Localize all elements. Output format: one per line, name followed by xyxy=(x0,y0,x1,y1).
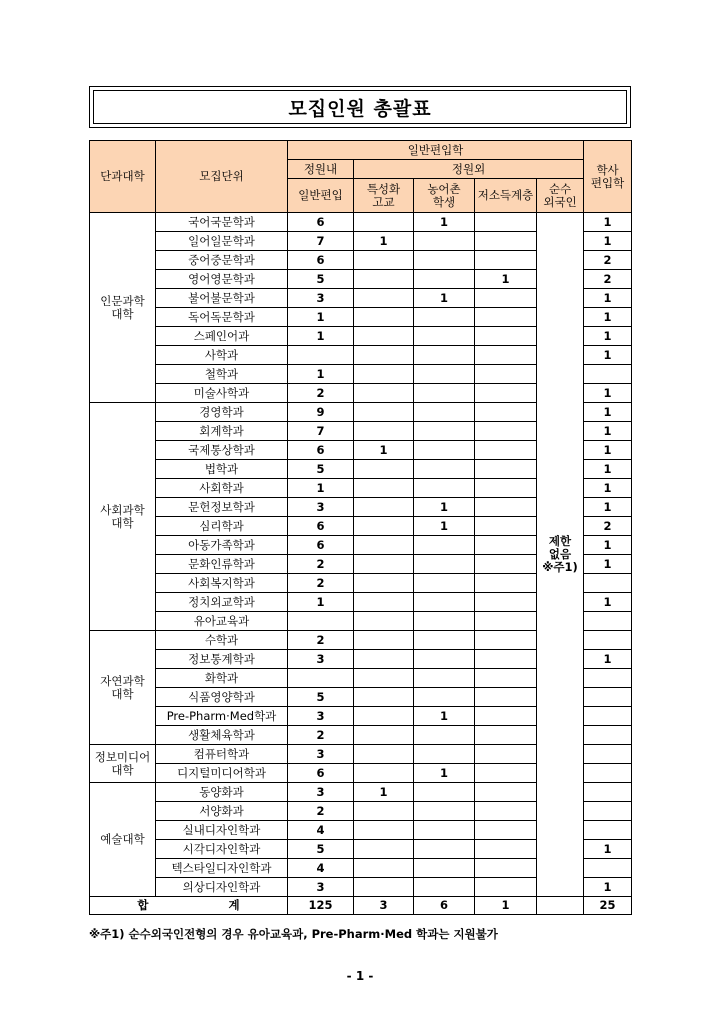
special-high-count-cell xyxy=(354,821,414,840)
low-income-count-cell xyxy=(475,422,537,441)
low-income-count-cell xyxy=(475,498,537,517)
low-income-count-cell: 1 xyxy=(475,270,537,289)
low-income-count-cell xyxy=(475,460,537,479)
college-name-line1: 인문과학 xyxy=(100,293,145,308)
header-general: 일반편입 xyxy=(288,179,354,213)
bachelor-count-cell xyxy=(584,631,632,650)
bachelor-count-cell: 1 xyxy=(584,593,632,612)
college-cell xyxy=(90,745,156,783)
unit-name-cell: 경영학과 xyxy=(156,403,288,422)
rural-count-cell xyxy=(414,783,475,802)
general-count-cell: 3 xyxy=(288,498,354,517)
bachelor-count-cell xyxy=(584,669,632,688)
header-special-high-l1: 특성화 xyxy=(366,181,401,196)
header-special-high-l2: 고교 xyxy=(372,194,395,209)
total-rural: 6 xyxy=(414,897,475,915)
rural-count-cell xyxy=(414,612,475,631)
bachelor-count-cell xyxy=(584,745,632,764)
low-income-count-cell xyxy=(475,365,537,384)
unit-name-cell: 중어중문학과 xyxy=(156,251,288,270)
bachelor-count-cell: 1 xyxy=(584,441,632,460)
unit-name-cell: 생활체육학과 xyxy=(156,726,288,745)
college-cell xyxy=(90,213,156,403)
general-count-cell: 4 xyxy=(288,821,354,840)
header-foreign-l2: 외국인 xyxy=(543,194,577,209)
special-high-count-cell xyxy=(354,555,414,574)
header-rural xyxy=(414,179,475,213)
header-bachelor-l1: 학사 xyxy=(596,162,619,177)
low-income-count-cell xyxy=(475,346,537,365)
rural-count-cell xyxy=(414,688,475,707)
low-income-count-cell xyxy=(475,821,537,840)
bachelor-count-cell xyxy=(584,688,632,707)
rural-count-cell xyxy=(414,669,475,688)
college-name-line1: 사회과학 xyxy=(100,502,145,517)
header-college: 단과대학 xyxy=(90,141,156,213)
bachelor-count-cell: 1 xyxy=(584,650,632,669)
rural-count-cell xyxy=(414,346,475,365)
low-income-count-cell xyxy=(475,232,537,251)
rural-count-cell xyxy=(414,821,475,840)
special-high-count-cell xyxy=(354,688,414,707)
header-rural-l2: 학생 xyxy=(432,194,456,209)
total-special-high: 3 xyxy=(354,897,414,915)
bachelor-count-cell xyxy=(584,707,632,726)
low-income-count-cell xyxy=(475,574,537,593)
low-income-count-cell xyxy=(475,840,537,859)
bachelor-count-cell: 1 xyxy=(584,460,632,479)
bachelor-count-cell: 1 xyxy=(584,479,632,498)
low-income-count-cell xyxy=(475,745,537,764)
general-count-cell: 3 xyxy=(288,745,354,764)
rural-count-cell xyxy=(414,631,475,650)
rural-count-cell: 1 xyxy=(414,289,475,308)
header-special-high xyxy=(354,179,414,213)
bachelor-count-cell xyxy=(584,802,632,821)
special-high-count-cell xyxy=(354,726,414,745)
unit-name-cell: 일어일문학과 xyxy=(156,232,288,251)
general-count-cell: 6 xyxy=(288,764,354,783)
general-count-cell xyxy=(288,612,354,631)
general-count-cell: 5 xyxy=(288,270,354,289)
unit-name-cell: 불어불문학과 xyxy=(156,289,288,308)
special-high-count-cell xyxy=(354,517,414,536)
bachelor-count-cell: 1 xyxy=(584,403,632,422)
unit-name-cell: 실내디자인학과 xyxy=(156,821,288,840)
bachelor-count-cell xyxy=(584,365,632,384)
unit-name-cell: 수학과 xyxy=(156,631,288,650)
unit-name-cell: Pre-Pharm·Med학과 xyxy=(156,707,288,726)
footnote: ※주1) 순수외국인전형의 경우 유아교육과, Pre-Pharm·Med 학과는 지원불가 xyxy=(89,927,498,941)
unit-name-cell: 법학과 xyxy=(156,460,288,479)
low-income-count-cell xyxy=(475,441,537,460)
header-foreign xyxy=(537,179,584,213)
total-label-a: 합 xyxy=(137,898,149,912)
general-count-cell: 3 xyxy=(288,289,354,308)
unit-name-cell: 아동가족학과 xyxy=(156,536,288,555)
bachelor-count-cell: 1 xyxy=(584,878,632,897)
college-name-line2: 대학 xyxy=(111,306,134,321)
low-income-count-cell xyxy=(475,650,537,669)
special-high-count-cell: 1 xyxy=(354,232,414,251)
special-high-count-cell xyxy=(354,764,414,783)
total-label-b: 계 xyxy=(228,898,240,912)
special-high-count-cell xyxy=(354,365,414,384)
bachelor-count-cell: 1 xyxy=(584,213,632,232)
unit-name-cell: 의상디자인학과 xyxy=(156,878,288,897)
unit-name-cell: 동양화과 xyxy=(156,783,288,802)
low-income-count-cell xyxy=(475,726,537,745)
general-count-cell: 7 xyxy=(288,422,354,441)
college-name-line2: 대학 xyxy=(111,515,134,530)
general-count-cell: 2 xyxy=(288,802,354,821)
rural-count-cell xyxy=(414,251,475,270)
unit-name-cell: 정치외교학과 xyxy=(156,593,288,612)
general-count-cell: 2 xyxy=(288,726,354,745)
college-cell xyxy=(90,403,156,631)
bachelor-count-cell: 1 xyxy=(584,555,632,574)
unit-name-cell: 심리학과 xyxy=(156,517,288,536)
bachelor-count-cell xyxy=(584,859,632,878)
limit-note-l2: 없음 xyxy=(548,547,572,561)
special-high-count-cell xyxy=(354,422,414,441)
college-name-line2: 대학 xyxy=(111,762,134,777)
low-income-count-cell xyxy=(475,289,537,308)
bachelor-count-cell: 1 xyxy=(584,327,632,346)
unit-name-cell: 문헌정보학과 xyxy=(156,498,288,517)
rural-count-cell xyxy=(414,403,475,422)
special-high-count-cell xyxy=(354,289,414,308)
total-label-cell xyxy=(90,897,288,915)
rural-count-cell: 1 xyxy=(414,764,475,783)
general-count-cell: 6 xyxy=(288,517,354,536)
general-count-cell: 9 xyxy=(288,403,354,422)
bachelor-count-cell: 1 xyxy=(584,384,632,403)
low-income-count-cell xyxy=(475,308,537,327)
low-income-count-cell xyxy=(475,517,537,536)
bachelor-count-cell xyxy=(584,574,632,593)
general-count-cell: 3 xyxy=(288,878,354,897)
general-count-cell: 6 xyxy=(288,251,354,270)
unit-name-cell: 영어영문학과 xyxy=(156,270,288,289)
general-count-cell: 6 xyxy=(288,441,354,460)
special-high-count-cell xyxy=(354,707,414,726)
general-count-cell: 1 xyxy=(288,593,354,612)
special-high-count-cell xyxy=(354,498,414,517)
unit-name-cell: 철학과 xyxy=(156,365,288,384)
rural-count-cell xyxy=(414,878,475,897)
bachelor-count-cell xyxy=(584,612,632,631)
total-general: 125 xyxy=(288,897,354,915)
general-count-cell: 2 xyxy=(288,555,354,574)
general-count-cell: 1 xyxy=(288,479,354,498)
rural-count-cell xyxy=(414,726,475,745)
bachelor-count-cell xyxy=(584,783,632,802)
college-name-line1: 정보미디어 xyxy=(94,749,151,764)
bachelor-count-cell: 1 xyxy=(584,536,632,555)
special-high-count-cell xyxy=(354,403,414,422)
low-income-count-cell xyxy=(475,878,537,897)
unit-name-cell: 식품영양학과 xyxy=(156,688,288,707)
bachelor-count-cell: 2 xyxy=(584,517,632,536)
rural-count-cell xyxy=(414,574,475,593)
special-high-count-cell xyxy=(354,878,414,897)
low-income-count-cell xyxy=(475,536,537,555)
rural-count-cell xyxy=(414,270,475,289)
low-income-count-cell xyxy=(475,859,537,878)
table-body xyxy=(90,213,632,915)
bachelor-count-cell: 1 xyxy=(584,346,632,365)
bachelor-count-cell: 2 xyxy=(584,251,632,270)
special-high-count-cell xyxy=(354,270,414,289)
special-high-count-cell xyxy=(354,650,414,669)
low-income-count-cell xyxy=(475,707,537,726)
unit-name-cell: 시각디자인학과 xyxy=(156,840,288,859)
low-income-count-cell xyxy=(475,669,537,688)
page-title: 모집인원 총괄표 xyxy=(288,97,432,120)
low-income-count-cell xyxy=(475,384,537,403)
header-general-transfer: 일반편입학 xyxy=(288,141,584,160)
header-outside-quota: 정원외 xyxy=(354,160,584,179)
special-high-count-cell xyxy=(354,631,414,650)
special-high-count-cell xyxy=(354,308,414,327)
rural-count-cell xyxy=(414,327,475,346)
special-high-count-cell xyxy=(354,346,414,365)
special-high-count-cell xyxy=(354,251,414,270)
unit-name-cell: 문화인류학과 xyxy=(156,555,288,574)
general-count-cell: 1 xyxy=(288,365,354,384)
low-income-count-cell xyxy=(475,251,537,270)
low-income-count-cell xyxy=(475,327,537,346)
foreign-limit-cell xyxy=(537,213,584,897)
unit-name-cell: 독어독문학과 xyxy=(156,308,288,327)
unit-name-cell: 정보통계학과 xyxy=(156,650,288,669)
special-high-count-cell xyxy=(354,460,414,479)
limit-note-l3: ※주1) xyxy=(542,560,578,574)
low-income-count-cell xyxy=(475,213,537,232)
general-count-cell xyxy=(288,669,354,688)
rural-count-cell: 1 xyxy=(414,517,475,536)
college-name-line2: 대학 xyxy=(111,686,134,701)
bachelor-count-cell xyxy=(584,764,632,783)
bachelor-count-cell: 1 xyxy=(584,308,632,327)
general-count-cell: 2 xyxy=(288,574,354,593)
general-count-cell: 5 xyxy=(288,840,354,859)
general-count-cell: 6 xyxy=(288,536,354,555)
rural-count-cell xyxy=(414,422,475,441)
bachelor-count-cell: 1 xyxy=(584,289,632,308)
low-income-count-cell xyxy=(475,783,537,802)
page-number: - 1 - xyxy=(346,969,374,983)
special-high-count-cell xyxy=(354,213,414,232)
special-high-count-cell xyxy=(354,840,414,859)
bachelor-count-cell xyxy=(584,726,632,745)
special-high-count-cell xyxy=(354,612,414,631)
rural-count-cell xyxy=(414,479,475,498)
rural-count-cell xyxy=(414,536,475,555)
bachelor-count-cell: 1 xyxy=(584,422,632,441)
rural-count-cell xyxy=(414,441,475,460)
college-name-line1: 예술대학 xyxy=(100,832,145,846)
special-high-count-cell xyxy=(354,327,414,346)
college-cell xyxy=(90,631,156,745)
special-high-count-cell xyxy=(354,384,414,403)
special-high-count-cell xyxy=(354,593,414,612)
bachelor-count-cell: 2 xyxy=(584,270,632,289)
general-count-cell: 3 xyxy=(288,783,354,802)
general-count-cell: 6 xyxy=(288,213,354,232)
rural-count-cell xyxy=(414,308,475,327)
total-bachelor: 25 xyxy=(584,897,632,915)
special-high-count-cell xyxy=(354,745,414,764)
low-income-count-cell xyxy=(475,612,537,631)
header-bachelor xyxy=(584,141,632,213)
rural-count-cell: 1 xyxy=(414,213,475,232)
low-income-count-cell xyxy=(475,555,537,574)
unit-name-cell: 사회복지학과 xyxy=(156,574,288,593)
unit-name-cell: 사회학과 xyxy=(156,479,288,498)
bachelor-count-cell xyxy=(584,821,632,840)
rural-count-cell xyxy=(414,460,475,479)
unit-name-cell: 국어국문학과 xyxy=(156,213,288,232)
unit-name-cell: 유아교육과 xyxy=(156,612,288,631)
unit-name-cell: 화학과 xyxy=(156,669,288,688)
header-rural-l1: 농어촌 xyxy=(427,181,461,196)
bachelor-count-cell: 1 xyxy=(584,840,632,859)
unit-name-cell: 미술사학과 xyxy=(156,384,288,403)
total-foreign xyxy=(537,897,584,915)
general-count-cell: 4 xyxy=(288,859,354,878)
unit-name-cell: 컴퓨터학과 xyxy=(156,745,288,764)
unit-name-cell: 회계학과 xyxy=(156,422,288,441)
special-high-count-cell xyxy=(354,802,414,821)
general-count-cell: 5 xyxy=(288,460,354,479)
unit-name-cell: 텍스타일디자인학과 xyxy=(156,859,288,878)
rural-count-cell xyxy=(414,593,475,612)
total-row xyxy=(90,897,632,915)
low-income-count-cell xyxy=(475,631,537,650)
unit-name-cell: 서양화과 xyxy=(156,802,288,821)
unit-name-cell: 사학과 xyxy=(156,346,288,365)
general-count-cell: 3 xyxy=(288,650,354,669)
rural-count-cell xyxy=(414,859,475,878)
bachelor-count-cell: 1 xyxy=(584,498,632,517)
rural-count-cell xyxy=(414,802,475,821)
special-high-count-cell xyxy=(354,479,414,498)
rural-count-cell xyxy=(414,384,475,403)
special-high-count-cell xyxy=(354,536,414,555)
college-name-line1: 자연과학 xyxy=(100,673,145,688)
rural-count-cell: 1 xyxy=(414,498,475,517)
unit-name-cell: 스페인어과 xyxy=(156,327,288,346)
total-low-income: 1 xyxy=(475,897,537,915)
general-count-cell: 5 xyxy=(288,688,354,707)
low-income-count-cell xyxy=(475,479,537,498)
special-high-count-cell: 1 xyxy=(354,441,414,460)
unit-name-cell: 국제통상학과 xyxy=(156,441,288,460)
special-high-count-cell xyxy=(354,669,414,688)
special-high-count-cell: 1 xyxy=(354,783,414,802)
rural-count-cell xyxy=(414,745,475,764)
general-count-cell xyxy=(288,346,354,365)
rural-count-cell xyxy=(414,232,475,251)
table-row xyxy=(90,213,632,232)
header-bachelor-l2: 편입학 xyxy=(590,175,625,190)
low-income-count-cell xyxy=(475,764,537,783)
general-count-cell: 2 xyxy=(288,384,354,403)
bachelor-count-cell: 1 xyxy=(584,232,632,251)
general-count-cell: 1 xyxy=(288,308,354,327)
header-low-income: 저소득계층 xyxy=(475,179,537,213)
low-income-count-cell xyxy=(475,593,537,612)
recruitment-table xyxy=(89,140,632,915)
rural-count-cell: 1 xyxy=(414,707,475,726)
college-cell xyxy=(90,783,156,897)
general-count-cell: 2 xyxy=(288,631,354,650)
rural-count-cell xyxy=(414,365,475,384)
general-count-cell: 7 xyxy=(288,232,354,251)
limit-note-l1: 제한 xyxy=(548,534,572,548)
general-count-cell: 1 xyxy=(288,327,354,346)
special-high-count-cell xyxy=(354,574,414,593)
header-unit: 모집단위 xyxy=(156,141,288,213)
low-income-count-cell xyxy=(475,802,537,821)
title-box xyxy=(89,86,631,128)
unit-name-cell: 디지털미디어학과 xyxy=(156,764,288,783)
low-income-count-cell xyxy=(475,688,537,707)
special-high-count-cell xyxy=(354,859,414,878)
general-count-cell: 3 xyxy=(288,707,354,726)
rural-count-cell xyxy=(414,555,475,574)
header-foreign-l1: 순수 xyxy=(548,181,572,196)
rural-count-cell xyxy=(414,650,475,669)
low-income-count-cell xyxy=(475,403,537,422)
rural-count-cell xyxy=(414,840,475,859)
header-within-quota: 정원내 xyxy=(288,160,354,179)
